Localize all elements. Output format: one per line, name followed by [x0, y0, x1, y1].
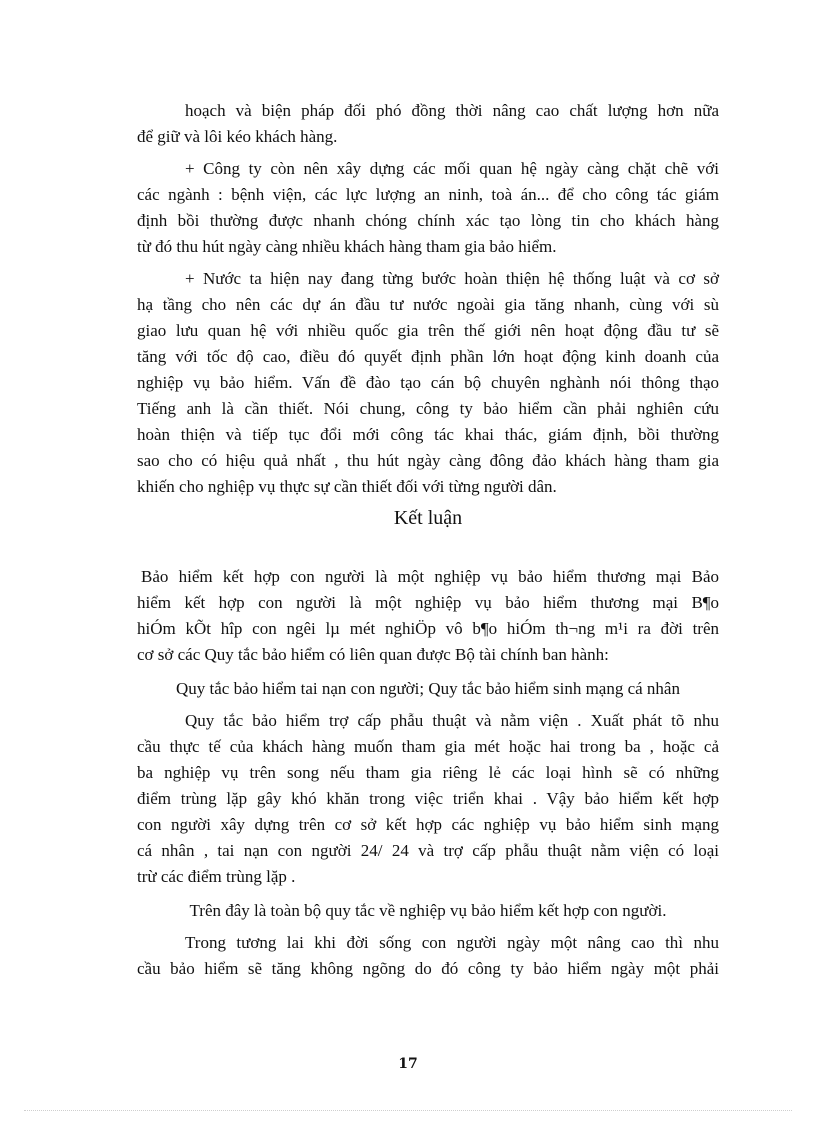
- text-line: nghiệp vụ bảo hiểm. Vấn đề đào tạo cán bộ chuyên nghành nói thông thạo: [137, 373, 719, 392]
- text-line: cơ sở các Quy tắc bảo hiểm có liên quan được Bộ tài chính ban hành:: [137, 645, 609, 664]
- text-line: + Công ty còn nên xây dựng các mối quan hệ ngày càng chặt chẽ với: [185, 159, 719, 178]
- paragraph: [137, 98, 719, 150]
- text-line: Tiếng anh là cần thiết. Nói chung, công ty bảo hiểm cần phải nghiên cứu: [137, 399, 719, 418]
- page-number: 17: [398, 1056, 418, 1072]
- text-line: cầu bảo hiểm sẽ tăng không ngõng do đó công ty bảo hiểm ngày một phải: [137, 959, 719, 978]
- paragraph: [137, 930, 719, 982]
- text-line: hạ tầng cho nên các dự án đầu tư nước ngoài gia tăng nhanh, cùng với sù: [137, 295, 719, 314]
- paragraph: [137, 708, 719, 890]
- text-line: con người xây dựng trên cơ sở kết hợp các nghiệp vụ bảo hiểm sinh mạng: [137, 815, 719, 834]
- text-line: tăng với tốc độ cao, điều đó quyết định phần lớn hoạt động kinh doanh của: [137, 347, 719, 366]
- text-line: Quy tắc bảo hiểm tai nạn con người; Quy tắc bảo hiểm sinh mạng cá nhân: [176, 679, 680, 698]
- text-line: Trên đây là toàn bộ quy tắc về nghiệp vụ bảo hiểm kết hợp con người.: [189, 901, 667, 920]
- text-line: cá nhân , tai nạn con người 24/ 24 và trợ cấp phẫu thuật nằm viện có loại: [137, 841, 719, 860]
- text-line: sao cho có hiệu quả nhất , thu hút ngày càng đông đảo khách hàng tham gia: [137, 451, 719, 470]
- paragraph: [137, 156, 719, 260]
- text-line: Trong tương lai khi đời sống con người ngày một nâng cao thì nhu: [185, 933, 719, 952]
- document-body: [137, 98, 719, 982]
- text-line: hoàn thiện và tiếp tục đổi mới công tác khai thác, giám định, bồi thường: [137, 425, 719, 444]
- paragraph: [137, 564, 719, 668]
- text-line: hiểm kết hợp con người là một nghiệp vụ bảo hiểm thương mại B¶o: [137, 593, 719, 612]
- text-line: cầu thực tế của khách hàng muốn tham gia mét hoặc hai trong ba , hoặc cả: [137, 737, 719, 756]
- text-line: trừ các điểm trùng lặp .: [137, 867, 296, 886]
- paragraph: [137, 676, 719, 702]
- text-line: giao lưu quan hệ với nhiều quốc gia trên thế giới nên hoạt động đầu tư sẽ: [137, 321, 719, 340]
- section-heading: Kết luận: [393, 507, 463, 529]
- text-line: ba nghiệp vụ trên song nếu tham gia riêng lẻ các loại hình sẽ có những: [137, 763, 719, 782]
- text-line: + Nước ta hiện nay đang từng bước hoàn thiện hệ thống luật và cơ sở: [185, 269, 719, 288]
- text-line: để giữ và lôi kéo khách hàng.: [137, 127, 338, 146]
- footer-divider: [24, 1110, 792, 1111]
- text-line: hiÓm kÕt hîp con ngêi lµ mét nghiÖp vô b¶o hiÓm th¬ng m¹i ra đời trên: [137, 619, 719, 638]
- text-line: khiến cho nghiệp vụ thực sự cần thiết đối với từng người dân.: [137, 477, 557, 496]
- text-line: định bồi thường được nhanh chóng chính xác tạo lòng tin cho khách hàng: [137, 211, 719, 230]
- text-line: điểm trùng lặp gây khó khăn trong việc triển khai . Vậy bảo hiểm kết hợp: [137, 789, 719, 808]
- text-line: Bảo hiểm kết hợp con người là một nghiệp vụ bảo hiểm thương mại Bảo: [141, 567, 719, 586]
- paragraph: [137, 266, 719, 500]
- text-line: hoạch và biện pháp đối phó đồng thời nâng cao chất lượng hơn nữa: [185, 101, 719, 120]
- paragraph: [137, 898, 719, 924]
- text-line: Quy tắc bảo hiểm trợ cấp phẫu thuật và nằm viện . Xuất phát tõ nhu: [185, 711, 719, 730]
- text-line: từ đó thu hút ngày càng nhiều khách hàng tham gia bảo hiểm.: [137, 237, 557, 256]
- text-line: các ngành : bệnh viện, các lực lượng an ninh, toà án... để cho công tác giám: [137, 185, 719, 204]
